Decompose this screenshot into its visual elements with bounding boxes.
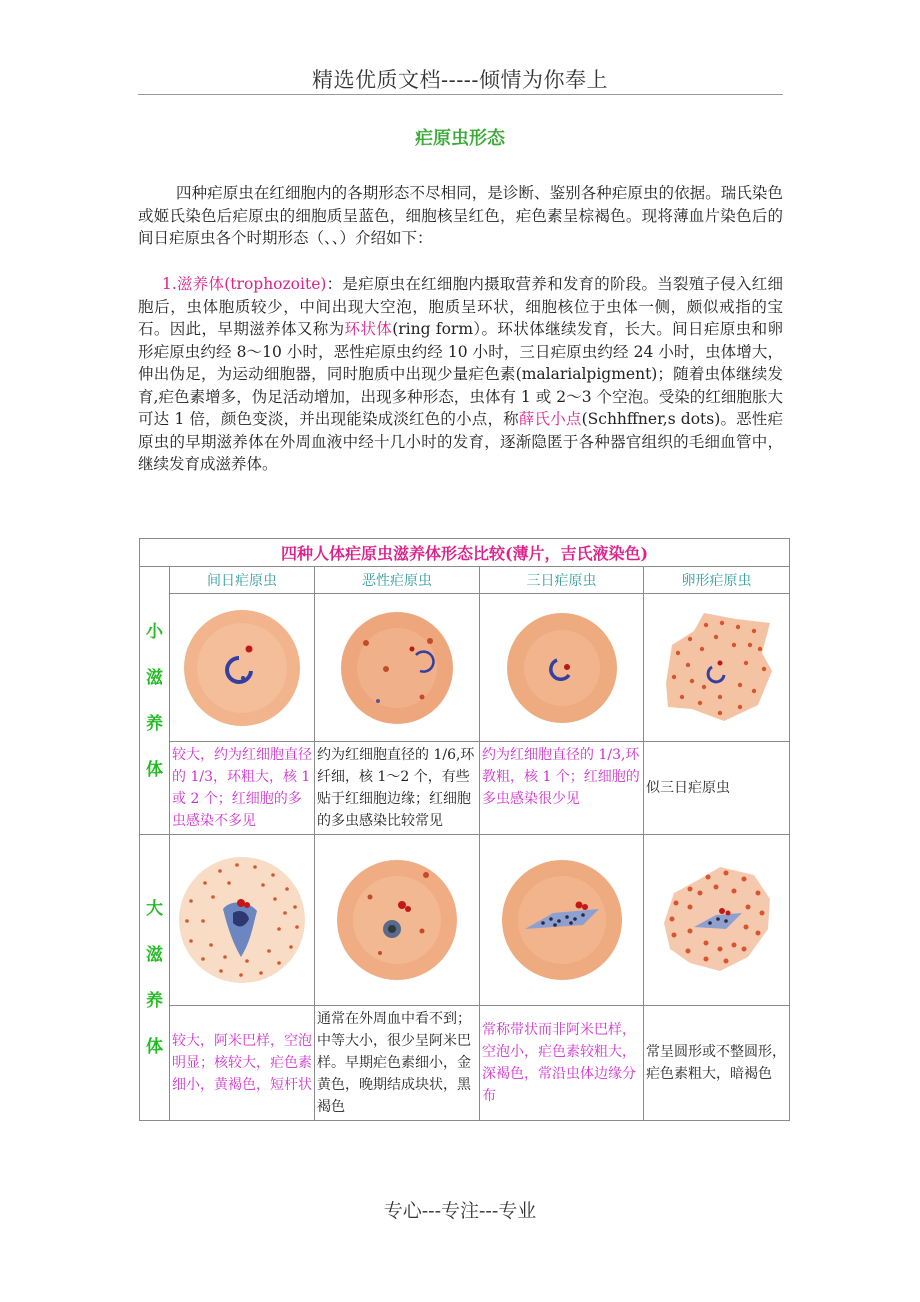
- ring-form-term: 环状体: [344, 320, 393, 338]
- image-cell: [644, 835, 790, 1006]
- image-cell: [480, 594, 644, 742]
- image-cell: [644, 594, 790, 742]
- trophozoite-paragraph: [138, 273, 783, 476]
- row-label-large-trophozoite: [140, 835, 170, 1121]
- vivax-large-trophozoite-cell-image: [175, 853, 309, 987]
- desc-vivax-small: 较大，约为红细胞直径的 1/3，环粗大，核 1 或 2 个；红细胞的多虫感染不多见: [170, 742, 315, 835]
- document-title: 疟原虫形态: [415, 128, 505, 149]
- ovale-large-trophozoite-cell-image: [650, 853, 784, 987]
- row-label-char: 体: [146, 1036, 163, 1057]
- desc-falciparum-large: 通常在外周血中看不到；中等大小，很少呈阿米巴样。早期疟色素细小，金黄色，晚期结成块状，黑褐色: [315, 1006, 480, 1121]
- desc-malariae-large: 常称带状而非阿米巴样，空泡小，疟色素较粗大，深褐色，常沿虫体边缘分布: [480, 1006, 644, 1121]
- vivax-small-ring-cell-image: [179, 605, 305, 731]
- malariae-small-ring-cell-image: [499, 605, 625, 731]
- image-cell: [170, 594, 315, 742]
- image-cell: [315, 835, 480, 1006]
- schuffner-dots-term: 薛氏小点: [518, 410, 582, 428]
- comparison-table: [139, 538, 790, 1121]
- trophozoite-heading: 1.滋养体(trophozoite): [162, 275, 327, 293]
- para-text-3: (Schhffner,s dots)。恶性疟原虫的早期滋养体在外周血液中经十几小时的发育，逐渐隐匿于各种器官组织的毛细血管中，继续发育成滋养体。: [138, 410, 783, 473]
- row-label-small-trophozoite: [140, 567, 170, 835]
- desc-falciparum-small: 约为红细胞直径的 1/6,环纤细，核 1～2 个，有些贴于红细胞边缘；红细胞的多虫感染比较常见: [315, 742, 480, 835]
- image-cell: [480, 835, 644, 1006]
- para-text-2: (ring form）。环状体继续发育，长大。间日疟原虫和卵形疟原虫约经 8～10 小时，恶性疟原虫约经 10 小时，三日疟原虫约经 24 小时，虫体增大，伸出伪足，为运动细胞器，同时胞质中出现少量疟色素(malarialpigment)；随着虫体继续发育,疟色素增多，伪足活动增加，出现多种形态，虫体有 1 或 2～3 个空泡。受染的红细胞胀大可达 1 倍，颜色变淡，并出现能染成淡红色的小点，称: [138, 320, 783, 428]
- image-cell: [315, 594, 480, 742]
- para-text-1: ：是疟原虫在红细胞内摄取营养和发育的阶段。当裂殖子侵入红细胞后，虫体胞质较少，中间出现大空泡，胞质呈环状，细胞核位于虫体一侧，颇似戒指的宝石。因此，早期滋养体又称为: [138, 275, 783, 338]
- row-label-char: 小: [146, 621, 163, 642]
- ovale-small-ring-cell-image: [654, 605, 780, 731]
- image-cell: [170, 835, 315, 1006]
- malariae-band-trophozoite-cell-image: [495, 853, 629, 987]
- falciparum-small-ring-cell-image: [334, 605, 460, 731]
- column-header-ovale: 卵形疟原虫: [644, 567, 790, 594]
- desc-ovale-small: 似三日疟原虫: [644, 742, 790, 835]
- page-footer: 专心---专注---专业: [383, 1200, 537, 1222]
- intro-paragraph: 四种疟原虫在红细胞内的各期形态不尽相同，是诊断、鉴别各种疟原虫的依据。瑞氏染色或姬氏染色后疟原虫的细胞质呈蓝色，细胞核呈红色，疟色素呈棕褐色。现将薄血片染色后的间日疟原虫各个时期形态（、、）介绍如下：: [138, 184, 783, 247]
- table-caption: 四种人体疟原虫滋养体形态比较(薄片，吉氏液染色): [140, 539, 790, 567]
- column-header-vivax: 间日疟原虫: [170, 567, 315, 594]
- desc-malariae-small: 约为红细胞直径的 1/3,环教粗，核 1 个；红细胞的多虫感染很少见: [480, 742, 644, 835]
- desc-vivax-large: 较大，阿米巴样，空泡明显；核较大，疟色素细小，黄褐色，短杆状: [170, 1006, 315, 1121]
- desc-ovale-large: 常呈圆形或不整圆形，疟色素粗大，暗褐色: [644, 1006, 790, 1121]
- column-header-malariae: 三日疟原虫: [480, 567, 644, 594]
- row-label-char: 体: [146, 759, 163, 780]
- row-label-char: 养: [146, 713, 163, 734]
- page-header: 精选优质文档-----倾情为你奉上: [312, 68, 608, 92]
- falciparum-large-trophozoite-cell-image: [330, 853, 464, 987]
- column-header-falciparum: 恶性疟原虫: [315, 567, 480, 594]
- header-divider: [138, 94, 783, 95]
- row-label-char: 滋: [146, 944, 163, 965]
- row-label-char: 滋: [146, 667, 163, 688]
- row-label-char: 养: [146, 990, 163, 1011]
- row-label-char: 大: [146, 898, 163, 919]
